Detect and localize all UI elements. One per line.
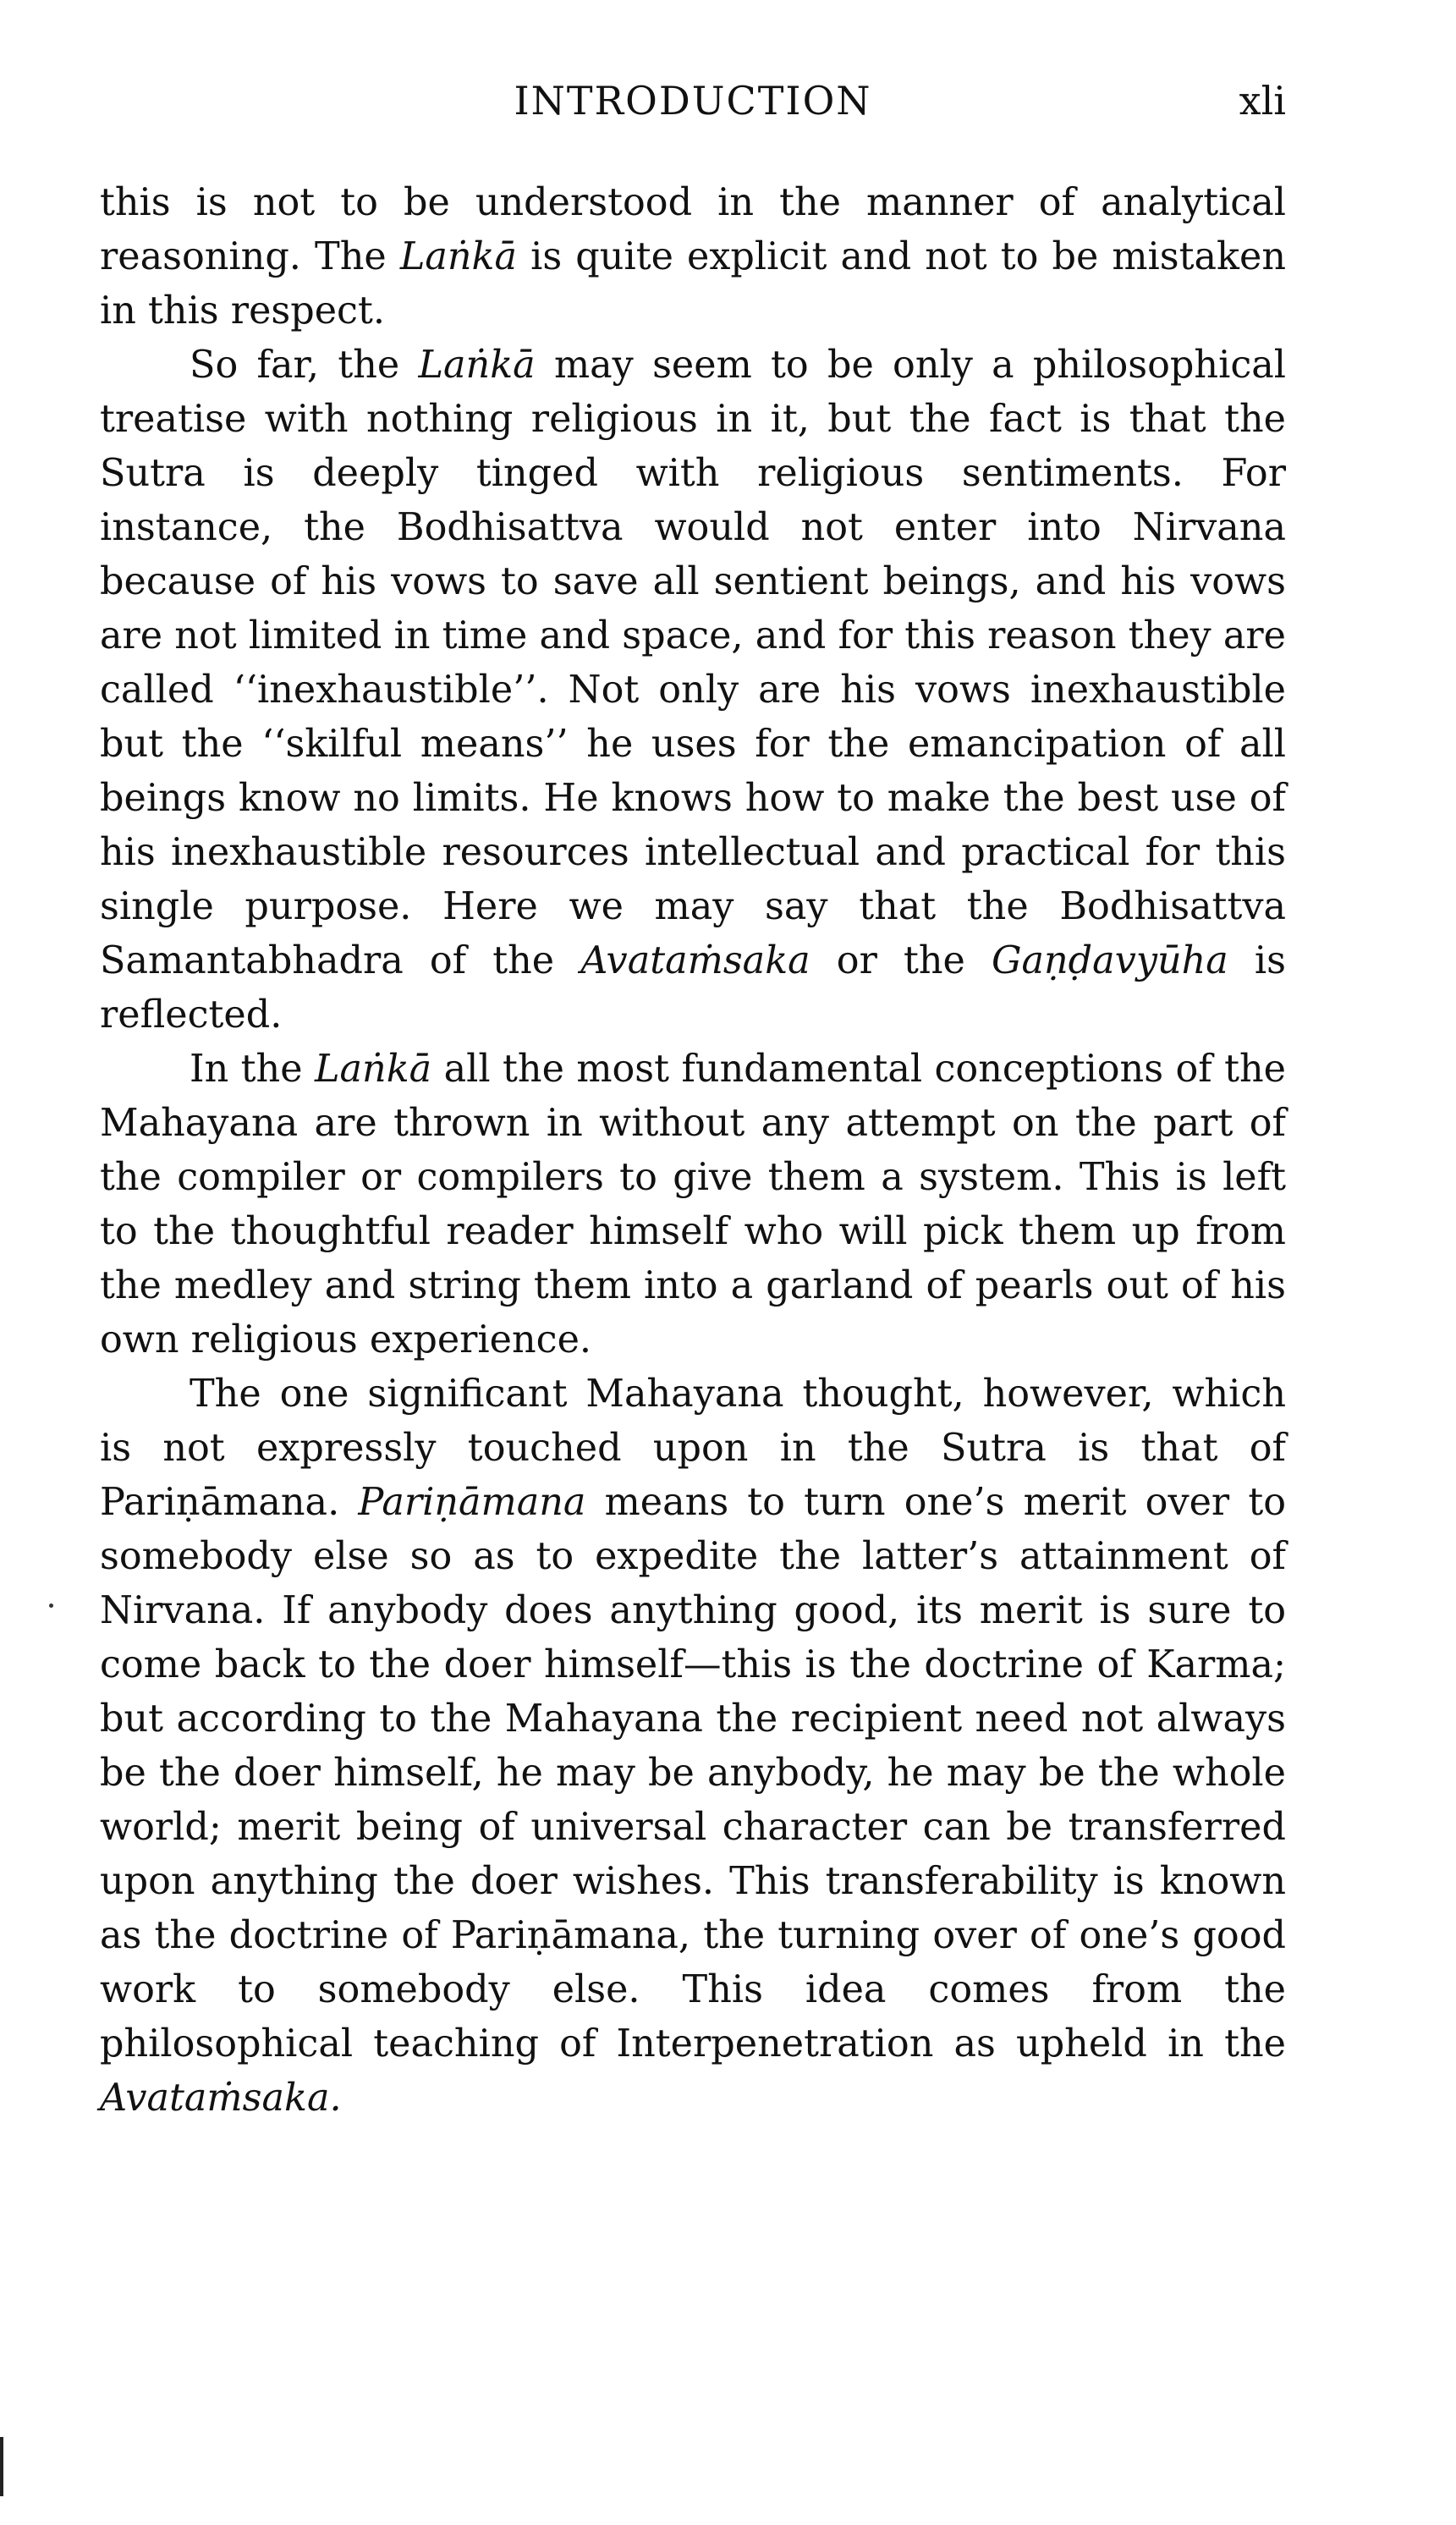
page-edge-mark [0,2437,3,2496]
text-run: So far, the [190,344,419,387]
text-run: may seem to be only a philosophical treatise with nothing religious in it, but the fact is that the Sutra is deeply tinged with religious sentiments. For instance, the Bodhisattva would not enter into Nirvana because of his vows to save all sentient beings, and his vows are not limited in time and space, and for this reason they are called ‘‘inexhaustible’’. Not only are his vows inexhaustible but the ‘‘skilful means’’ he uses for the emancipation of all beings know no limits. He knows how to make the best use of his inexhaustible resources intellectual and practical for this single purpose. Here we may say that the Bodhisattva Samantabhadra of the [100,344,1286,982]
page-number: xli [1239,78,1286,124]
text-run: is quite explicit and not to be mistaken in this respect. [100,235,1287,333]
text-run: The one significant Mahayana thought, however, which is not expressly touched upon in the Sutra is that of Pariṇāmana. [100,1373,1286,1524]
italic-title: Pariṇāmana [358,1481,586,1524]
italic-title: Avataṁsaka. [100,2077,342,2120]
text-run: or the [810,939,992,982]
paragraph [100,176,1286,338]
margin-speck [49,1604,53,1608]
paragraph [100,1042,1286,1367]
text-run: is reflected. [100,939,1286,1037]
running-head [100,78,1286,129]
paragraph [100,1367,1286,2126]
italic-title: Gaṇḍavyūha [991,939,1228,982]
italic-title: Laṅkā [399,235,518,278]
running-title: INTRODUCTION [514,78,872,124]
text-run: means to turn one’s merit over to somebody else so as to expedite the latter’s attainment of Nirvana. If anybody does anything good, its merit is sure to come back to the doer himself—this is the doctrine of Karma; but according to the Mahayana the recipient need not always be the doer himself, he may be anybody, he may be the whole world; merit being of universal character can be transferred upon anything the doer wishes. This transferability is known as the doctrine of Pariṇāmana, the turning over of one’s good work to somebody else. This idea comes from the philosophical teaching of Interpenetration as upheld in the [100,1481,1286,2066]
italic-title: Laṅkā [418,344,536,387]
body-text [100,176,1286,2126]
text-run: this is not to be understood in the manner of analytical reasoning. The [100,181,1286,278]
italic-title: Avataṁsaka [580,939,810,982]
text-run: all the most fundamental conceptions of the Mahayana are thrown in without any attempt on the part of the compiler or compilers to give them a system. This is left to the thoughtful reader himself who will pick them up from the medley and string them into a garland of pearls out of his own religious experience. [100,1048,1286,1362]
italic-title: Laṅkā [314,1048,432,1091]
text-run: In the [190,1048,315,1091]
paragraph [100,338,1286,1042]
